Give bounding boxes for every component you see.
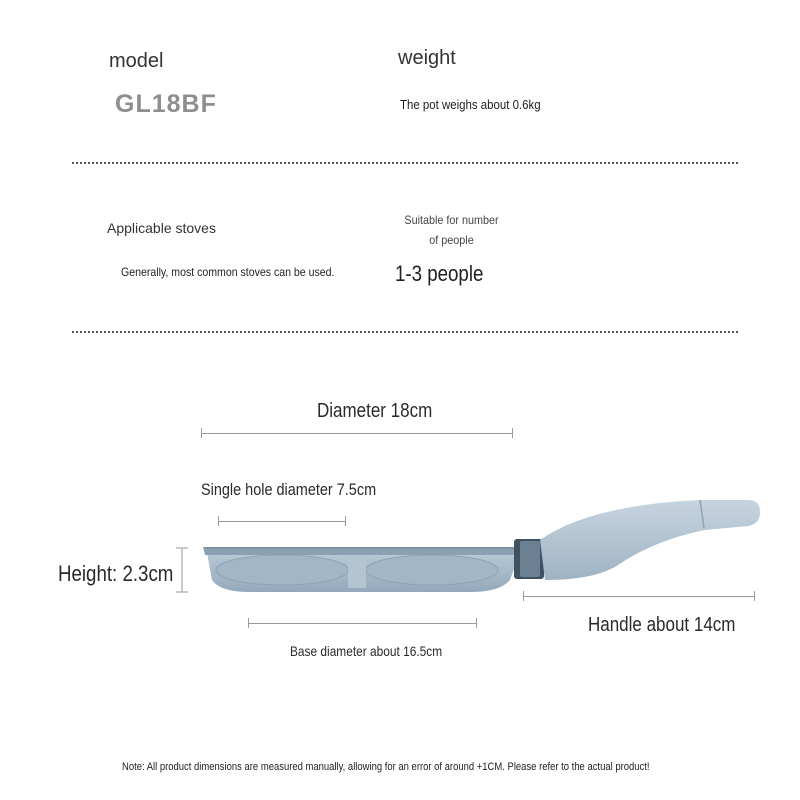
hole-diameter-line: [218, 521, 345, 522]
handle-label: Handle about 14cm: [588, 614, 736, 636]
base-diameter-label: Base diameter about 16.5cm: [290, 643, 443, 659]
hole-tick-right: [345, 516, 346, 526]
measurement-note: Note: All product dimensions are measured manually, allowing for an error of around +1CM. Please refer to the actual product!: [122, 761, 650, 773]
diameter-tick-right: [512, 428, 513, 438]
height-label: Height: 2.3cm: [58, 561, 174, 586]
base-diameter-line: [248, 623, 477, 624]
people-label-line1: Suitable for number: [404, 213, 499, 227]
pan-handle: [540, 500, 760, 580]
stoves-value: Generally, most common stoves can be used.: [121, 265, 335, 279]
handle-tick-left: [523, 591, 524, 601]
hole-tick-left: [218, 516, 219, 526]
diameter-label: Diameter 18cm: [317, 400, 433, 422]
pan-well-right: [366, 555, 498, 585]
model-label: model: [109, 50, 164, 72]
model-value: GL18BF: [115, 90, 217, 118]
weight-value: The pot weighs about 0.6kg: [400, 97, 541, 112]
diameter-line: [201, 433, 513, 434]
hole-diameter-label: Single hole diameter 7.5cm: [201, 480, 377, 499]
base-tick-right: [476, 618, 477, 628]
people-label-line2: of people: [429, 233, 474, 247]
handle-line: [523, 596, 755, 597]
pan-well-left: [216, 555, 348, 585]
pan-divider-wall: [348, 556, 366, 588]
height-marker: [176, 548, 188, 592]
weight-label: weight: [398, 47, 456, 69]
base-tick-left: [248, 618, 249, 628]
people-value: 1-3 people: [395, 261, 484, 286]
handle-tick-right: [754, 591, 755, 601]
diameter-tick-left: [201, 428, 202, 438]
stoves-label: Applicable stoves: [107, 220, 216, 236]
